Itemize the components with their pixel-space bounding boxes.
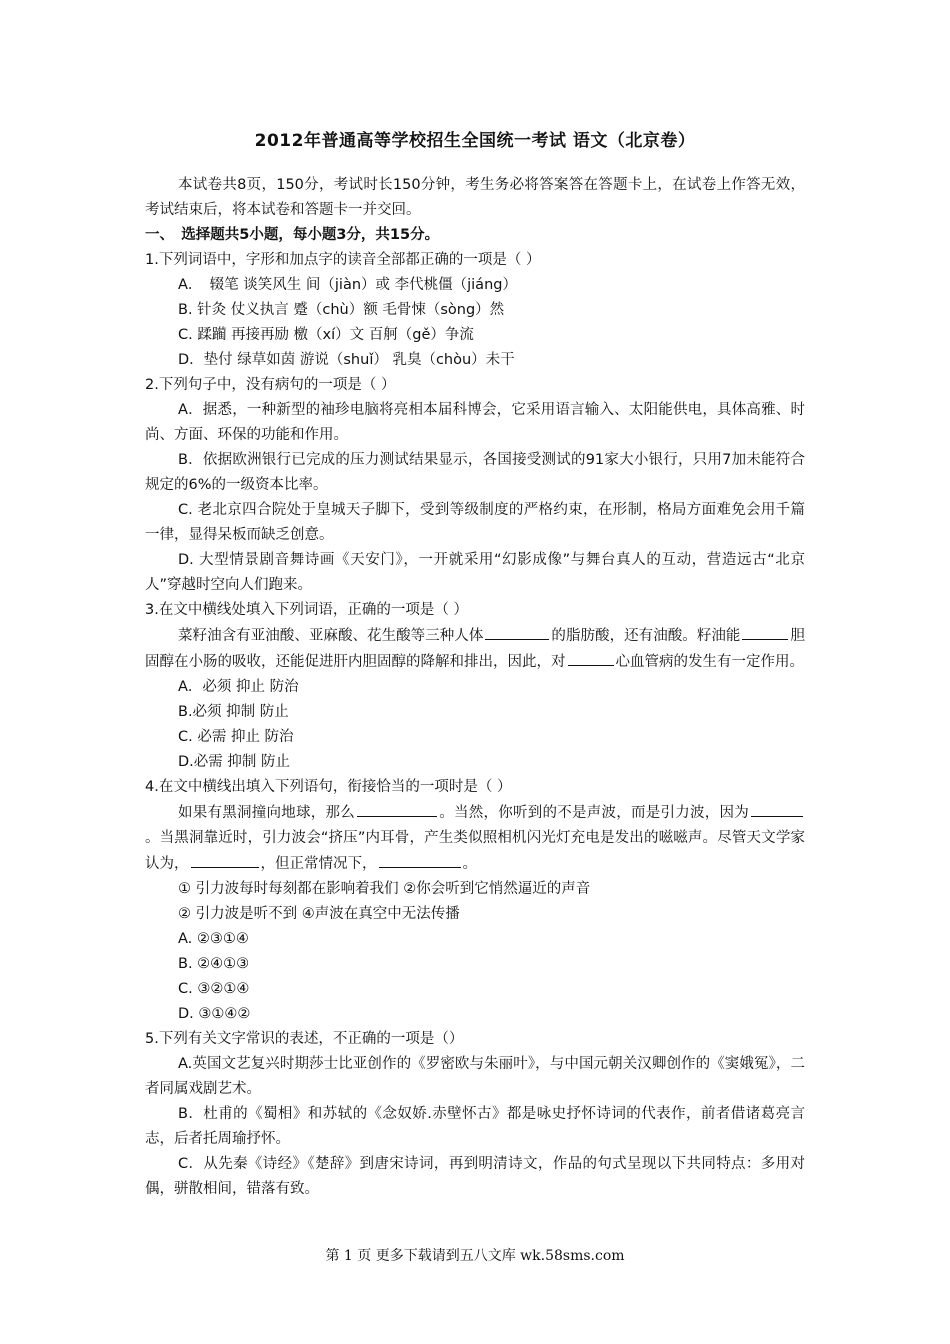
question-3-stem: 3.在文中横线处填入下列词语，正确的一项是（ ）: [145, 602, 468, 618]
page-footer: 第 1 页 更多下载请到五八文库 wk.58sms.com: [325, 1248, 625, 1264]
fill-blank: [191, 851, 259, 868]
question-3-option-d: D.必需 抑制 防止: [178, 754, 290, 770]
question-1-option-b: B. 针灸 仗义执言 蹙（chù）额 毛骨悚（sòng）然: [178, 302, 505, 318]
question-4-passage: [145, 800, 805, 877]
fill-blank: [485, 623, 549, 640]
question-3-option-c: C. 必需 抑止 防治: [178, 729, 294, 745]
question-3-passage: [145, 623, 805, 675]
question-4-passage-part-1: 如果有黑洞撞向地球，那么: [178, 805, 355, 821]
question-3-passage-part-4: 心血管病的发生有一定作用。: [615, 654, 804, 670]
question-4-passage-part-4: ，但正常情况下，: [260, 856, 377, 872]
question-4-sentences-2: ② 引力波是听不到 ④声波在真空中无法传播: [178, 906, 460, 922]
question-2-option-b: B．依据欧洲银行已完成的压力测试结果显示，各国接受测试的91家大小银行，只用7加未能符合规定的6%的一级资本比率。: [145, 452, 805, 493]
question-4-passage-part-3: 。当黑洞靠近时，引力波会“挤压”内耳骨，产生类似照相机闪光灯充电是发出的嗞嗞声。尽管天文学家认为，: [145, 830, 805, 872]
question-2-stem: 2.下列句子中，没有病句的一项是（ ）: [145, 377, 396, 393]
fill-blank: [751, 800, 803, 817]
question-1-option-c: C. 蹂躏 再接再励 檄（xí）文 百舸（gě）争流: [178, 327, 474, 343]
question-4-stem: 4.在文中横线出填入下列语句，衔接恰当的一项时是（ ）: [145, 779, 512, 795]
exam-title: 2012年普通高等学校招生全国统一考试 语文（北京卷）: [254, 131, 696, 151]
question-4-passage-part-2: 。当然，你听到的不是声波，而是引力波，因为: [439, 805, 749, 821]
question-5-stem: 5.下列有关文字常识的表述，不正确的一项是（）: [145, 1031, 464, 1047]
question-4-passage-part-5: 。: [462, 856, 477, 872]
fill-blank: [568, 649, 614, 666]
question-3-passage-part-3: 胆固醇在小肠的吸收，还能促进肝内胆固醇的降解和排出，因此，对: [145, 628, 806, 670]
question-4-sentences-1: ① 引力波每时每刻都在影响着我们 ②你会听到它悄然逼近的声音: [178, 881, 591, 897]
question-5-option-c: C．从先秦《诗经》《楚辞》到唐宋诗词，再到明清诗文，作品的句式呈现以下共同特点：多用对偶，骈散相间，错落有致。: [145, 1156, 805, 1197]
question-3-option-a: A．必须 抑止 防治: [178, 679, 299, 695]
question-3-option-b: B.必须 抑制 防止: [178, 704, 289, 720]
question-4-option-d: D. ③①④②: [178, 1006, 251, 1022]
question-5-option-a: A.英国文艺复兴时期莎士比亚创作的《罗密欧与朱丽叶》，与中国元朝关汉卿创作的《窦娥冤》，二者同属戏剧艺术。: [145, 1056, 805, 1097]
question-4-option-a: A. ②③①④: [178, 931, 249, 947]
question-5-option-b: B．杜甫的《蜀相》和苏轼的《念奴娇.赤壁怀古》都是咏史抒怀诗词的代表作，前者借诸葛亮言志，后者托周瑜抒怀。: [145, 1106, 805, 1147]
question-3-passage-part-2: 的脂肪酸，还有油酸。籽油能: [551, 628, 741, 644]
question-3-passage-part-1: 菜籽油含有亚油酸、亚麻酸、花生酸等三种人体: [178, 628, 484, 644]
fill-blank: [357, 800, 437, 817]
question-1-option-d: D．垫付 绿草如茵 游说（shuǐ） 乳臭（chòu）未干: [178, 352, 515, 368]
question-4-option-c: C. ③②①④: [178, 981, 250, 997]
question-1-stem: 1.下列词语中，字形和加点字的读音全部都正确的一项是（ ）: [145, 252, 541, 268]
question-2-option-a: A．据悉，一种新型的袖珍电脑将亮相本届科博会，它采用语言输入、太阳能供电，具体高雅、时尚、方面、环保的功能和作用。: [145, 402, 805, 443]
fill-blank: [379, 851, 461, 868]
exam-intro: 本试卷共8页，150分，考试时长150分钟，考生务必将答案答在答题卡上，在试卷上作答无效，考试结束后，将本试卷和答题卡一并交回。: [145, 177, 805, 218]
section-heading: 一、 选择题共5小题，每小题3分，共15分。: [145, 227, 440, 243]
question-4-option-b: B. ②④①③: [178, 956, 250, 972]
document-page: [145, 118, 805, 1202]
question-2-option-c: C. 老北京四合院处于皇城天子脚下，受到等级制度的严格约束，在形制，格局方面难免会用千篇一律，显得呆板而缺乏创意。: [145, 502, 805, 543]
question-2-option-d: D. 大型情景剧音舞诗画《天安门》，一开就采用“幻影成像”与舞台真人的互动，营造远古“北京人”穿越时空向人们跑来。: [145, 552, 805, 593]
fill-blank: [742, 623, 788, 640]
question-1-option-a: A． 辍笔 谈笑风生 间（jiàn）或 李代桃僵（jiáng）: [178, 277, 517, 293]
